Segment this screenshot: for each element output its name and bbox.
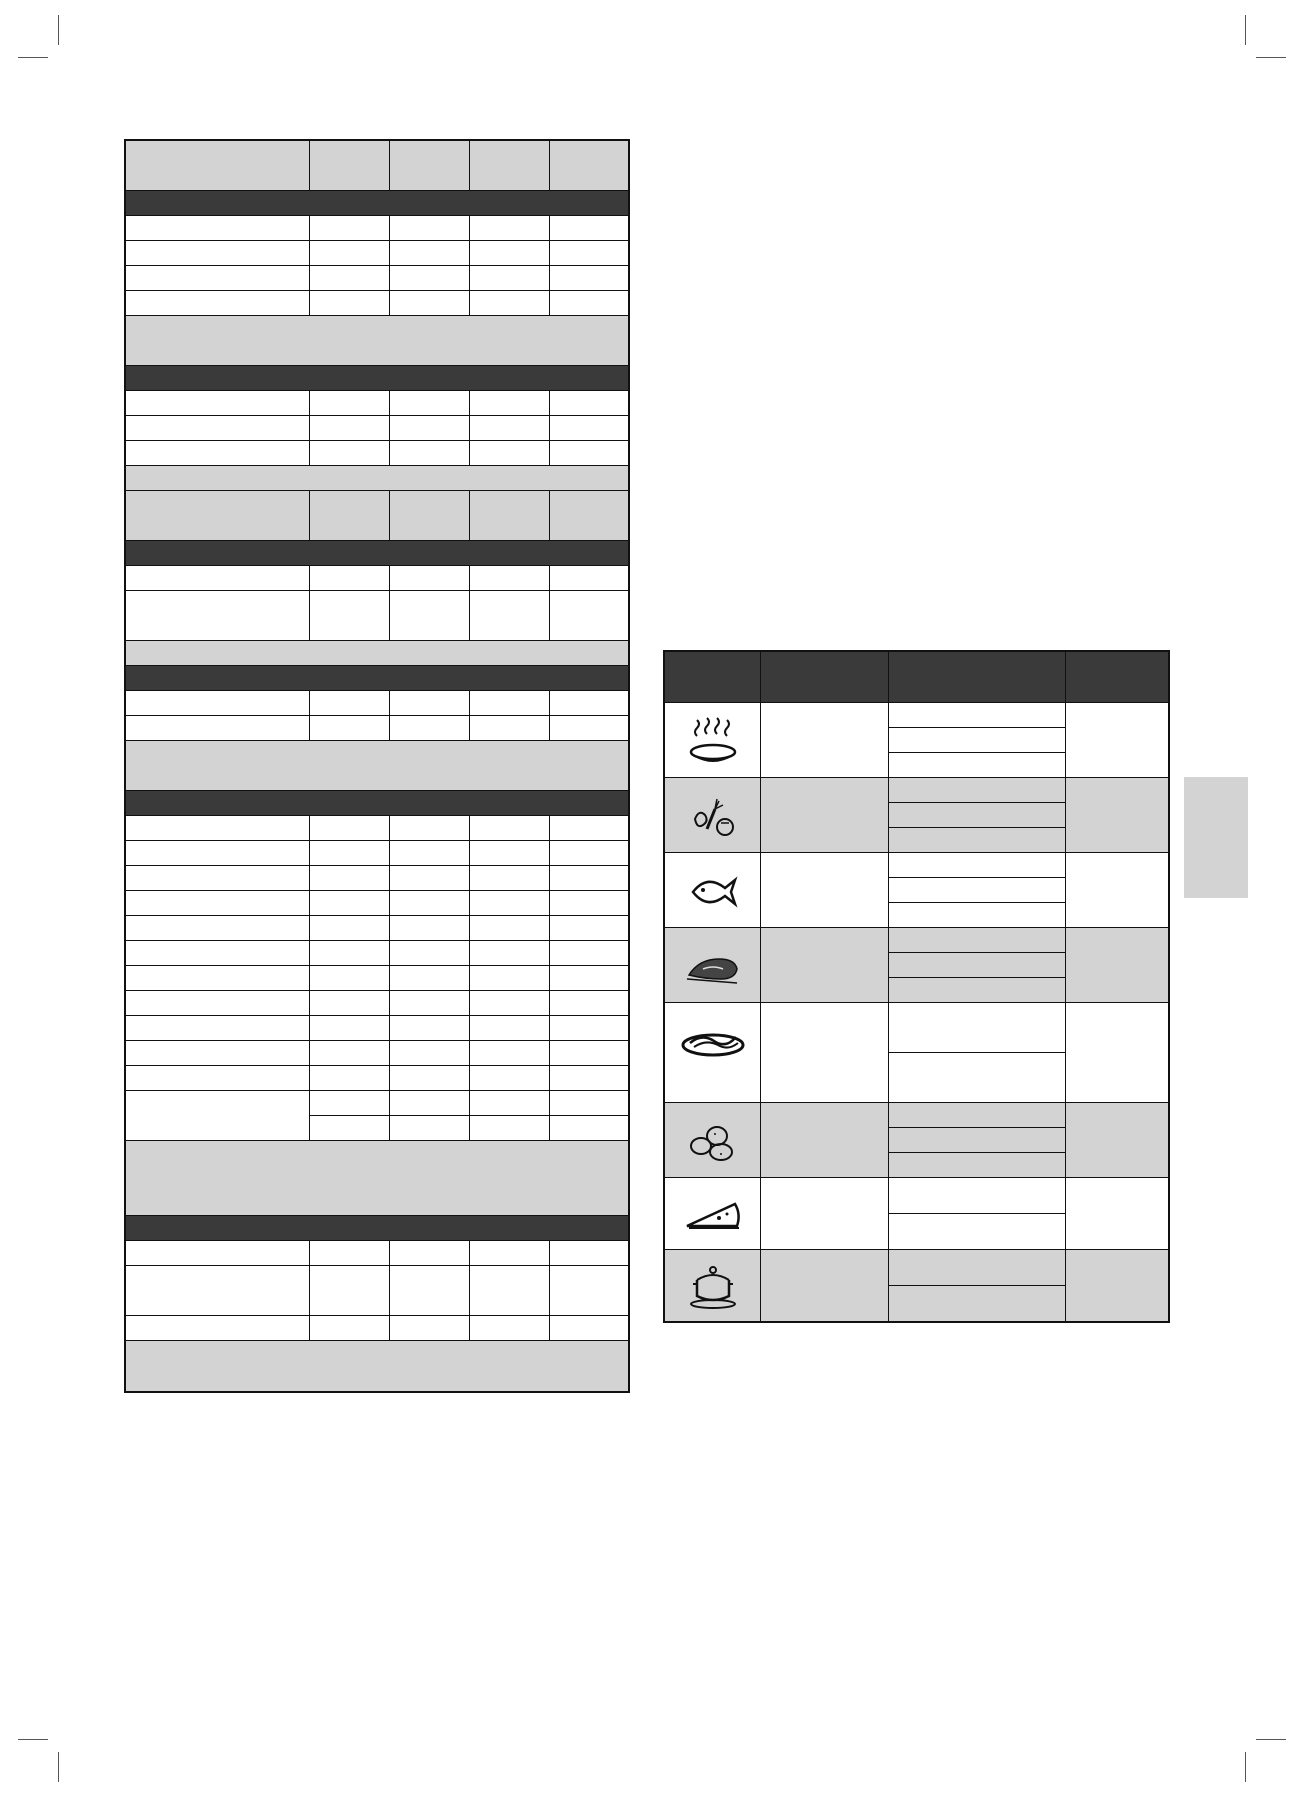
table-header-row — [665, 652, 1168, 703]
header-cell — [550, 491, 628, 540]
note-row — [126, 316, 628, 366]
crop-mark-bottom-left-v — [58, 1752, 59, 1782]
table-row — [126, 1016, 628, 1041]
table-row — [126, 691, 628, 716]
section-row — [126, 666, 628, 691]
category-row — [665, 928, 1168, 1003]
crop-mark-top-right-h — [1256, 57, 1286, 58]
cooking-pot-icon — [665, 1250, 761, 1321]
table-header-row — [126, 141, 628, 191]
vegetables-icon — [665, 778, 761, 852]
table-row — [126, 916, 628, 941]
table-row — [126, 441, 628, 466]
header-cell — [390, 141, 470, 190]
header-cell — [126, 141, 310, 190]
table-row — [126, 816, 628, 841]
table-row — [126, 266, 628, 291]
side-tab — [1184, 777, 1248, 898]
section-row — [126, 366, 628, 391]
cooking-times-table — [124, 139, 630, 1393]
header-cell — [1066, 652, 1168, 702]
meat-steak-icon — [665, 928, 761, 1002]
crop-mark-bottom-left-h — [18, 1739, 48, 1740]
crop-mark-top-right-v — [1245, 15, 1246, 45]
category-row — [665, 703, 1168, 778]
table-row — [126, 1041, 628, 1066]
table-row — [126, 241, 628, 266]
note-row — [126, 641, 628, 666]
bacon-plate-icon — [665, 1003, 761, 1102]
steaming-dish-icon — [665, 703, 761, 777]
header-cell — [470, 141, 550, 190]
note-row — [126, 1141, 628, 1216]
table-row — [126, 1241, 628, 1266]
note-row — [126, 466, 628, 491]
table-row — [126, 291, 628, 316]
table-row — [126, 1266, 628, 1316]
table-row — [126, 866, 628, 891]
table-row — [126, 941, 628, 966]
category-row — [665, 1178, 1168, 1250]
fish-icon — [665, 853, 761, 927]
header-cell — [665, 652, 761, 702]
table-row — [126, 991, 628, 1016]
header-cell — [550, 141, 628, 190]
header-cell — [889, 652, 1066, 702]
table-header-row — [126, 491, 628, 541]
table-row-split — [126, 1091, 628, 1141]
category-row — [665, 853, 1168, 928]
header-cell — [761, 652, 889, 702]
table-row — [126, 891, 628, 916]
table-row — [126, 841, 628, 866]
table-row — [126, 416, 628, 441]
category-row — [665, 1003, 1168, 1103]
category-row — [665, 778, 1168, 853]
table-row — [126, 1066, 628, 1091]
header-cell — [310, 491, 390, 540]
header-cell — [126, 491, 310, 540]
pizza-slice-icon — [665, 1178, 761, 1249]
potatoes-icon — [665, 1103, 761, 1177]
table-row — [126, 966, 628, 991]
table-row — [126, 1316, 628, 1341]
crop-mark-bottom-right-v — [1245, 1752, 1246, 1782]
food-category-table — [663, 650, 1170, 1323]
category-row — [665, 1103, 1168, 1178]
section-row — [126, 541, 628, 566]
header-cell — [310, 141, 390, 190]
crop-mark-top-left-v — [58, 15, 59, 45]
note-row — [126, 1341, 628, 1391]
table-row — [126, 566, 628, 591]
table-row — [126, 216, 628, 241]
section-row — [126, 1216, 628, 1241]
crop-mark-top-left-h — [18, 57, 48, 58]
note-row — [126, 741, 628, 791]
table-row — [126, 591, 628, 641]
crop-mark-bottom-right-h — [1256, 1739, 1286, 1740]
table-row — [126, 391, 628, 416]
category-row — [665, 1250, 1168, 1321]
header-cell — [470, 491, 550, 540]
section-row — [126, 191, 628, 216]
table-row — [126, 716, 628, 741]
header-cell — [390, 491, 470, 540]
section-row — [126, 791, 628, 816]
